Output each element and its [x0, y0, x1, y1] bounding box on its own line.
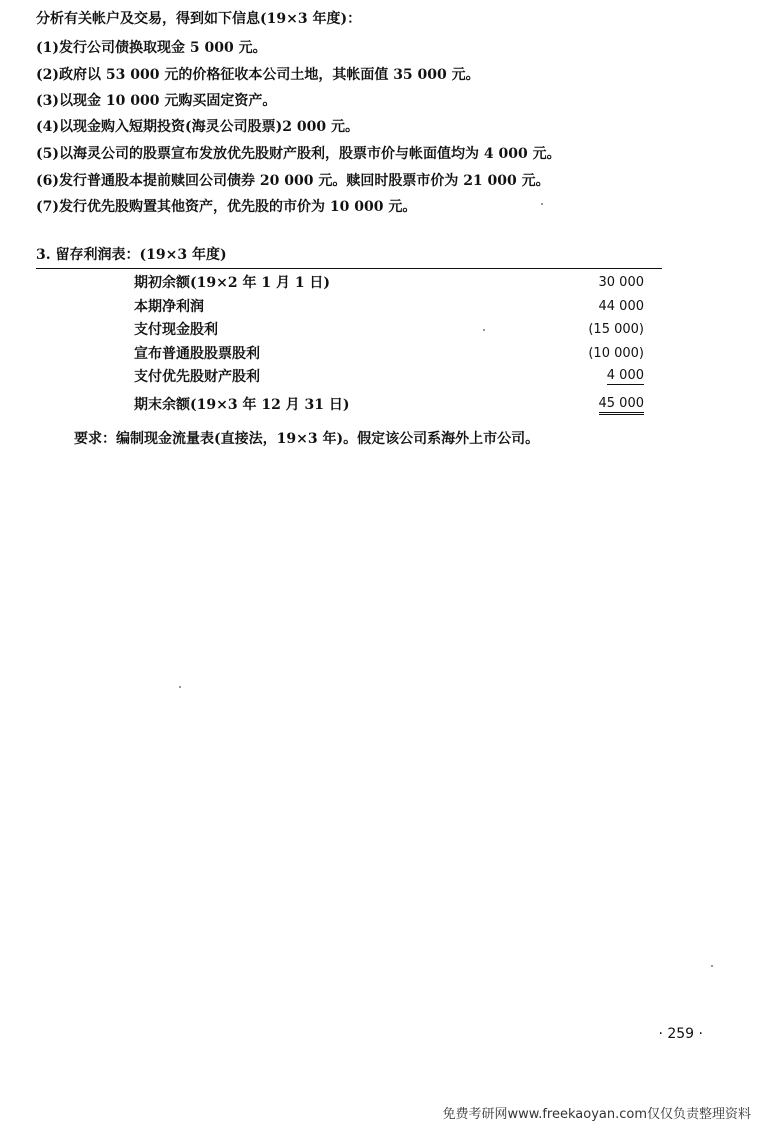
- row-label: 本期净利润: [134, 299, 204, 315]
- row-label: 支付现金股利: [134, 322, 218, 338]
- row-label: 宣布普通股股票股利: [134, 346, 260, 362]
- row-value: (10 000): [588, 346, 644, 361]
- row-label: 支付优先股财产股利: [134, 369, 260, 385]
- intro-text: 分析有关帐户及交易，得到如下信息(19×3 年度)：: [36, 11, 362, 27]
- table-row: [134, 297, 644, 317]
- page-number: · 259 ·: [658, 1026, 703, 1042]
- info-item: (1)发行公司债换取现金 5 000 元。: [36, 40, 267, 56]
- scan-speck: [179, 686, 181, 688]
- scan-speck: [483, 329, 485, 331]
- table-row: [134, 367, 644, 387]
- section-title: 3. 留存利润表：(19×3 年度): [36, 247, 227, 263]
- row-value: 30 000: [598, 275, 644, 290]
- info-item: (4)以现金购入短期投资(海灵公司股票)2 000 元。: [36, 119, 359, 135]
- table-row-total: [134, 395, 644, 415]
- info-item: (2)政府以 53 000 元的价格征收本公司土地，其帐面值 35 000 元。: [36, 67, 480, 83]
- row-value: 4 000: [606, 368, 644, 383]
- row-value-total: 45 000: [599, 395, 645, 415]
- info-item: (6)发行普通股本提前赎回公司债券 20 000 元。赎回时股票市价为 21 000 元。: [36, 173, 550, 189]
- table-row: [134, 344, 644, 364]
- info-item: (7)发行优先股购置其他资产，优先股的市价为 10 000 元。: [36, 199, 417, 215]
- table-row: [134, 273, 644, 293]
- row-value: (15 000): [588, 322, 644, 337]
- table-top-rule: [36, 268, 662, 269]
- table-row: [134, 320, 644, 340]
- row-label: 期末余额(19×3 年 12 月 31 日): [134, 397, 350, 413]
- row-value: 44 000: [598, 299, 644, 314]
- row-label: 期初余额(19×2 年 1 月 1 日): [134, 275, 331, 291]
- info-item: (5)以海灵公司的股票宣布发放优先股财产股利，股票市价与帐面值均为 4 000 元。: [36, 146, 561, 162]
- requirement-text: 要求：编制现金流量表(直接法，19×3 年)。假定该公司系海外上市公司。: [74, 431, 540, 447]
- scan-speck: [541, 203, 543, 205]
- info-item: (3)以现金 10 000 元购买固定资产。: [36, 93, 277, 109]
- scan-speck: [711, 965, 713, 967]
- footer-watermark: 免费考研网www.freekaoyan.com仅仅负责整理资料: [442, 1107, 751, 1122]
